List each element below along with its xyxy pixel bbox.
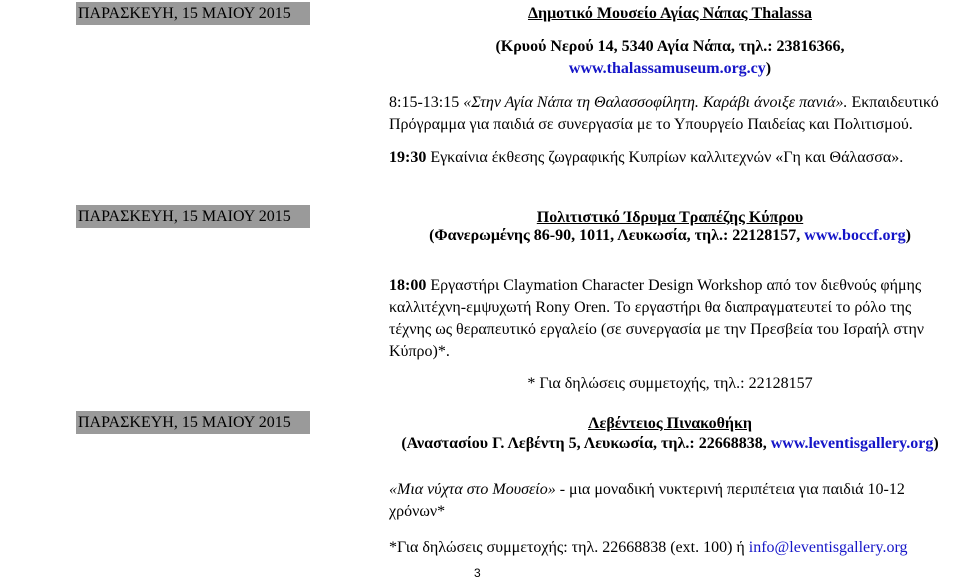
event-text: Εκπαιδευτικό — [847, 94, 939, 111]
event-text: Εγκαίνια έκθεσης ζωγραφικής Κυπρίων καλλιτεχνών «Γη και Θάλασσα». — [426, 149, 904, 166]
event-item-line: χρόνων* — [389, 503, 446, 520]
venue-address-web — [389, 58, 951, 80]
address-text: (Κρυού Νερού 14, 5340 Αγία Νάπα, τηλ.: 23816366, — [495, 38, 845, 55]
venue-title: Δημοτικό Μουσείο Αγίας Νάπας Thalassa — [527, 5, 813, 22]
address-close: ) — [905, 227, 911, 244]
website-link[interactable]: www.leventisgallery.org — [770, 435, 934, 452]
event-time: 18:00 — [389, 277, 427, 294]
registration-note — [389, 537, 951, 559]
event-item — [389, 92, 951, 114]
event-day-label: ΠΑΡΑΣΚΕΥΗ, 15 ΜΑΙΟΥ 2015 — [76, 2, 310, 25]
venue-address — [389, 225, 951, 247]
event-item — [389, 479, 951, 501]
address-close: ) — [933, 435, 939, 452]
event-day-label: ΠΑΡΑΣΚΕΥΗ, 15 ΜΑΙΟΥ 2015 — [76, 205, 310, 228]
note-text: *Για δηλώσεις συμμετοχής: τηλ. 22668838 (ext. 100) ή — [389, 539, 749, 556]
registration-note: * Για δηλώσεις συμμετοχής, τηλ.: 22128157 — [527, 375, 813, 392]
venue-address — [389, 36, 951, 58]
event-text: Εργαστήρι Claymation Character Design Workshop από τον διεθνούς φήμης — [426, 277, 922, 294]
event-item — [389, 147, 951, 169]
event-item-line: τέχνης ως θεραπευτικό εργαλείο (σε συνεργασία με την Πρεσβεία του Ισραήλ στην — [389, 321, 925, 338]
page-number: 3 — [474, 566, 481, 580]
event-title: «Στην Αγία Νάπα τη Θαλασσοφίλητη. Καράβι άνοιξε πανιά». — [463, 94, 848, 111]
venue-title: Πολιτιστικό Ίδρυμα Τραπέζης Κύπρου — [536, 209, 804, 226]
event-day-label: ΠΑΡΑΣΚΕΥΗ, 15 ΜΑΙΟΥ 2015 — [76, 411, 310, 434]
event-time: 19:30 — [389, 149, 427, 166]
address-text: (Φανερωμένης 86-90, 1011, Λευκωσία, τηλ.: 22128157, — [429, 227, 805, 244]
event-text: - μια μοναδική νυκτερινή περιπέτεια για παιδιά 10-12 — [555, 481, 905, 498]
event-item-line: Πρόγραμμα για παιδιά σε συνεργασία με το Υπουργείο Παιδείας και Πολιτισμού. — [389, 116, 913, 133]
address-text: (Αναστασίου Γ. Λεβέντη 5, Λευκωσία, τηλ.: 22668838, — [401, 435, 771, 452]
event-time: 8:15-13:15 — [389, 94, 464, 111]
website-link[interactable]: www.boccf.org — [804, 227, 906, 244]
event-item — [389, 275, 951, 297]
website-link[interactable]: www.thalassamuseum.org.cy — [568, 60, 766, 77]
venue-title: Λεβέντειος Πινακοθήκη — [588, 415, 752, 432]
event-item-line: καλλιτέχνη-εμψυχωτή Rony Oren. Το εργαστήρι θα διαπραγματευτεί το ρόλο της — [389, 299, 912, 316]
event-title: «Μια νύχτα στο Μουσείο» — [389, 481, 556, 498]
event-item-line: Κύπρο)*. — [389, 343, 450, 360]
venue-address — [389, 433, 951, 455]
address-close: ) — [765, 60, 772, 77]
email-link[interactable]: info@leventisgallery.org — [748, 539, 908, 556]
